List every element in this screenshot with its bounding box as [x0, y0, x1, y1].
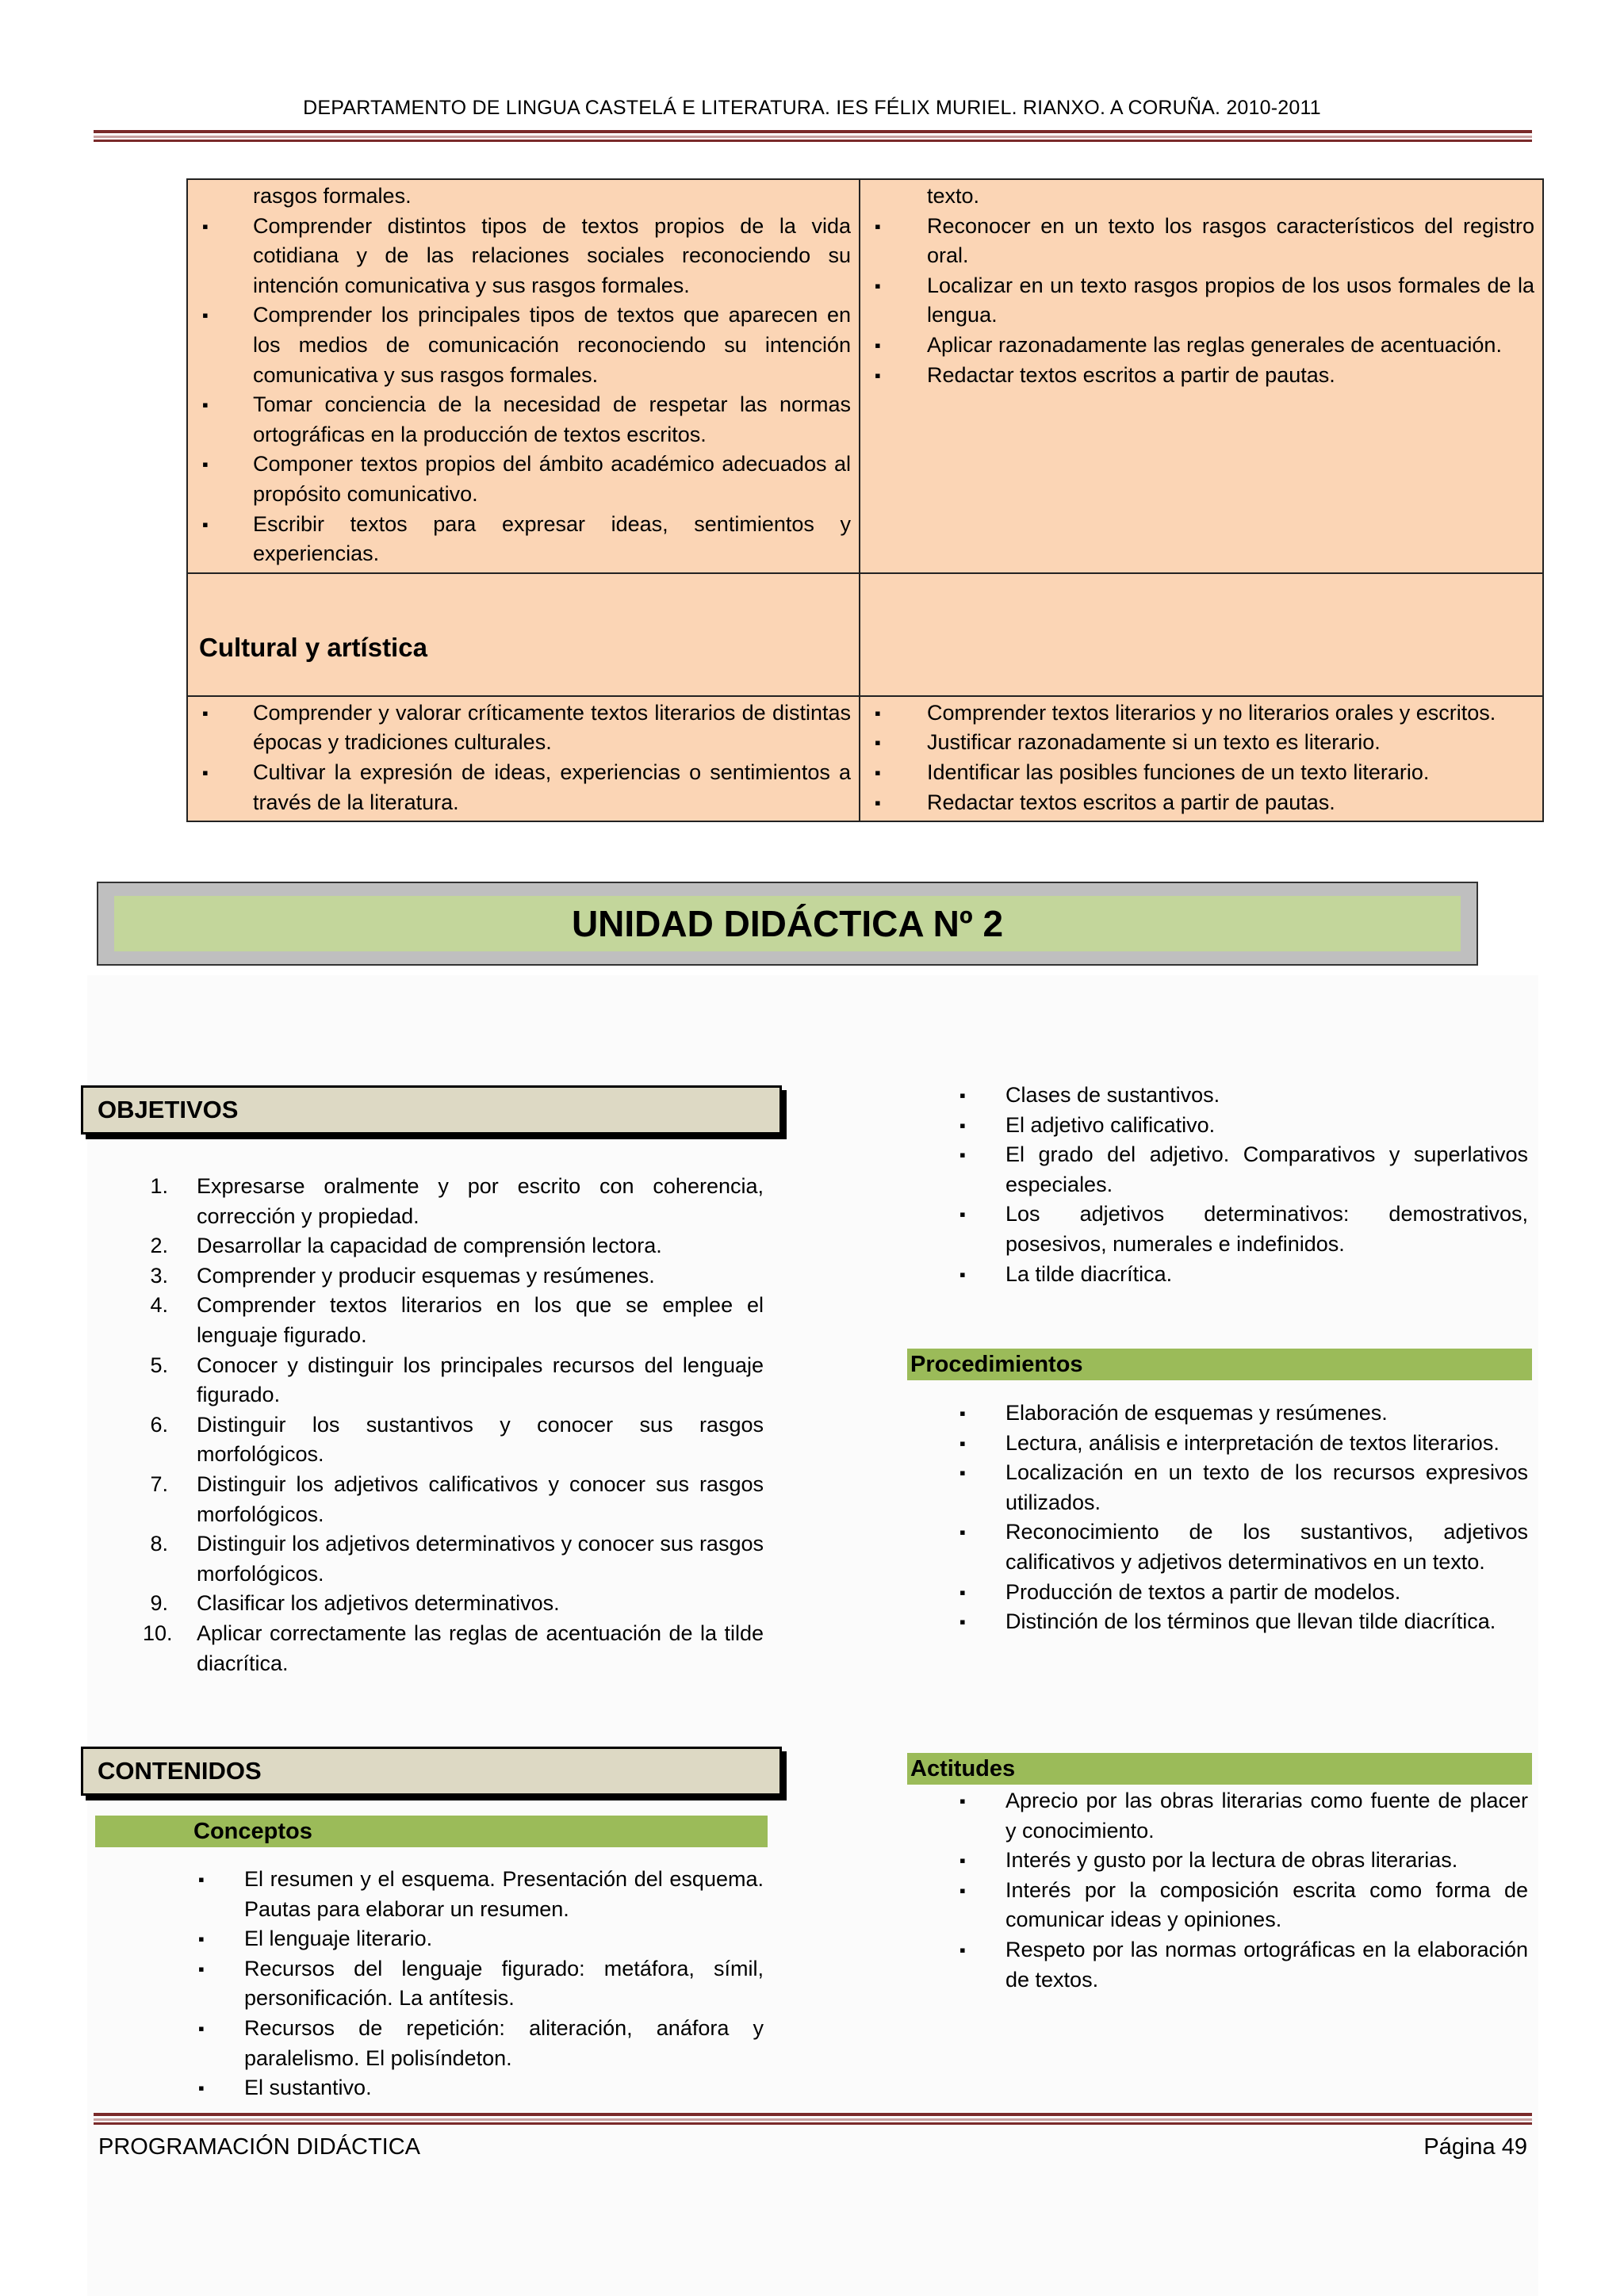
footer-rule: [94, 2113, 1532, 2125]
list-item: ▪ Escribir textos para expresar ideas, sentimientos y experiencias.: [199, 510, 851, 569]
bullet-list: [199, 698, 851, 817]
list-text: Distinguir los sustantivos y conocer sus rasgos morfológicos.: [197, 1412, 764, 1467]
list-number: 8.: [150, 1532, 168, 1556]
list-item: ▪ Interés y gusto por la lectura de obras literarias.: [959, 1846, 1528, 1876]
list-item: [143, 1410, 764, 1470]
list-item: ▪ Justificar razonadamente si un texto es literario.: [871, 728, 1534, 758]
list-item: ▪ Reconocer en un texto los rasgos característicos del registro oral.: [871, 212, 1534, 271]
list-number: 1.: [150, 1174, 168, 1198]
conceptos-label: Conceptos: [95, 1816, 768, 1847]
list-item: ▪ Aplicar razonadamente las reglas generales de acentuación.: [871, 331, 1534, 361]
list-text: Desarrollar la capacidad de comprensión lectora.: [197, 1234, 662, 1258]
table-cell: [187, 696, 860, 821]
list-item: ▪ Comprender los principales tipos de textos que aparecen en los medios de comunicación reconociendo su intención comunicativa y sus rasgos formales.: [199, 300, 851, 390]
conceptos-list: [198, 1865, 764, 2103]
procedimientos-list: [959, 1399, 1528, 1637]
table-cell: [187, 179, 860, 573]
section-title: Cultural y artística: [199, 632, 427, 662]
list-item: [143, 1589, 764, 1619]
actitudes-list: [959, 1786, 1528, 1995]
list-item: ▪ Componer textos propios del ámbito académico adecuados al propósito comunicativo.: [199, 450, 851, 509]
list-item: [143, 1291, 764, 1350]
page-number: Página 49: [1423, 2134, 1527, 2160]
list-text: Distinguir los adjetivos calificativos y conocer sus rasgos morfológicos.: [197, 1471, 764, 1526]
objetivos-list: [143, 1172, 764, 1678]
table-cell: [860, 573, 1543, 696]
list-item: ▪ Comprender distintos tipos de textos propios de la vida cotidiana y de las relaciones sociales reconociendo su intención comunicativa y sus rasgos formales.: [199, 212, 851, 301]
list-item: [143, 1529, 764, 1589]
list-item: ▪ Comprender textos literarios y no literarios orales y escritos.: [871, 698, 1534, 729]
list-item: ▪ Producción de textos a partir de modelos.: [959, 1578, 1528, 1608]
table-row: [187, 696, 1543, 821]
list-item: ▪ El resumen y el esquema. Presentación del esquema. Pautas para elaborar un resumen.: [198, 1865, 764, 1924]
table-cell: [187, 573, 860, 696]
list-item: [143, 1470, 764, 1529]
list-item: texto.: [927, 184, 980, 208]
list-item: ▪ Cultivar la expresión de ideas, experiencias o sentimientos a través de la literatura.: [199, 758, 851, 817]
contenidos-heading: CONTENIDOS: [81, 1747, 782, 1796]
list-number: 3.: [150, 1263, 168, 1288]
list-item: ▪ Reconocimiento de los sustantivos, adjetivos calificativos y adjetivos determinativos en un texto.: [959, 1517, 1528, 1577]
list-item: ▪ Clases de sustantivos.: [959, 1081, 1528, 1111]
list-item: ▪ Redactar textos escritos a partir de pautas.: [871, 788, 1534, 818]
list-item: ▪ El grado del adjetivo. Comparativos y superlativos especiales.: [959, 1140, 1528, 1200]
list-text: Comprender textos literarios en los que se emplee el lenguaje figurado.: [197, 1293, 764, 1347]
list-item: [143, 1231, 764, 1261]
list-text: Expresarse oralmente y por escrito con coherencia, corrección y propiedad.: [197, 1174, 764, 1228]
list-item: rasgos formales.: [253, 184, 412, 208]
list-number: 6.: [150, 1412, 168, 1437]
list-item: ▪ Localizar en un texto rasgos propios de los usos formales de la lengua.: [871, 271, 1534, 331]
list-number: 9.: [150, 1591, 168, 1616]
list-item: ▪ Aprecio por las obras literarias como fuente de placer y conocimiento.: [959, 1786, 1528, 1846]
actitudes-label: Actitudes: [907, 1753, 1532, 1785]
list-number: 2.: [150, 1234, 168, 1258]
list-item: ▪ El sustantivo.: [198, 2073, 764, 2103]
list-item: [143, 1351, 764, 1410]
list-number: 7.: [150, 1471, 168, 1496]
list-item: ▪ La tilde diacrítica.: [959, 1260, 1528, 1290]
list-item: ▪ Redactar textos escritos a partir de pautas.: [871, 361, 1534, 391]
list-item: ▪ Comprender y valorar críticamente textos literarios de distintas épocas y tradiciones culturales.: [199, 698, 851, 758]
table-cell: [860, 696, 1543, 821]
bullet-list: [871, 698, 1534, 817]
procedimientos-label: Procedimientos: [907, 1349, 1532, 1380]
table-cell: [860, 179, 1543, 573]
header-rule: [94, 130, 1532, 142]
competencias-table: [186, 178, 1544, 822]
bullet-list: [871, 182, 1534, 390]
list-item: ▪ Interés por la composición escrita como forma de comunicar ideas y opiniones.: [959, 1876, 1528, 1935]
list-item: [143, 1619, 764, 1678]
list-number: 10.: [143, 1621, 173, 1645]
list-number: 4.: [150, 1293, 168, 1318]
list-item: ▪ Recursos del lenguaje figurado: metáfora, símil, personificación. La antítesis.: [198, 1954, 764, 2014]
list-item: ▪ Respeto por las normas ortográficas en la elaboración de textos.: [959, 1935, 1528, 1995]
conceptos-list-continued: [959, 1081, 1528, 1289]
list-text: Distinguir los adjetivos determinativos y conocer sus rasgos morfológicos.: [197, 1532, 764, 1586]
list-text: Aplicar correctamente las reglas de acentuación de la tilde diacrítica.: [197, 1621, 764, 1675]
table-row: [187, 179, 1543, 573]
list-text: Conocer y distinguir los principales recursos del lenguaje figurado.: [197, 1353, 764, 1407]
page-header: DEPARTAMENTO DE LINGUA CASTELÁ E LITERATURA. IES FÉLIX MURIEL. RIANXO. A CORUÑA. 2010-2011: [303, 97, 1321, 119]
list-item: ▪ Localización en un texto de los recursos expresivos utilizados.: [959, 1458, 1528, 1517]
list-text: Comprender y producir esquemas y resúmenes.: [197, 1263, 655, 1288]
unit-title: UNIDAD DIDÁCTICA Nº 2: [114, 896, 1461, 951]
footer-title: PROGRAMACIÓN DIDÁCTICA: [98, 2134, 421, 2160]
bullet-list: [199, 182, 851, 569]
list-item: ▪ Los adjetivos determinativos: demostrativos, posesivos, numerales e indefinidos.: [959, 1200, 1528, 1259]
list-item: ▪ El lenguaje literario.: [198, 1924, 764, 1954]
table-row: [187, 573, 1543, 696]
list-text: Clasificar los adjetivos determinativos.: [197, 1591, 560, 1616]
list-item: [143, 1261, 764, 1292]
unit-title-box: [97, 882, 1478, 966]
list-item: ▪ Distinción de los términos que llevan tilde diacrítica.: [959, 1607, 1528, 1637]
list-item: ▪ Elaboración de esquemas y resúmenes.: [959, 1399, 1528, 1429]
list-item: ▪ Tomar conciencia de la necesidad de respetar las normas ortográficas en la producción de textos escritos.: [199, 390, 851, 450]
objetivos-heading: OBJETIVOS: [81, 1085, 782, 1135]
list-item: [143, 1172, 764, 1231]
list-item: ▪ El adjetivo calificativo.: [959, 1111, 1528, 1141]
list-number: 5.: [150, 1353, 168, 1377]
list-item: ▪ Recursos de repetición: aliteración, anáfora y paralelismo. El polisíndeton.: [198, 2014, 764, 2073]
list-item: ▪ Identificar las posibles funciones de un texto literario.: [871, 758, 1534, 788]
list-item: ▪ Lectura, análisis e interpretación de textos literarios.: [959, 1429, 1528, 1459]
